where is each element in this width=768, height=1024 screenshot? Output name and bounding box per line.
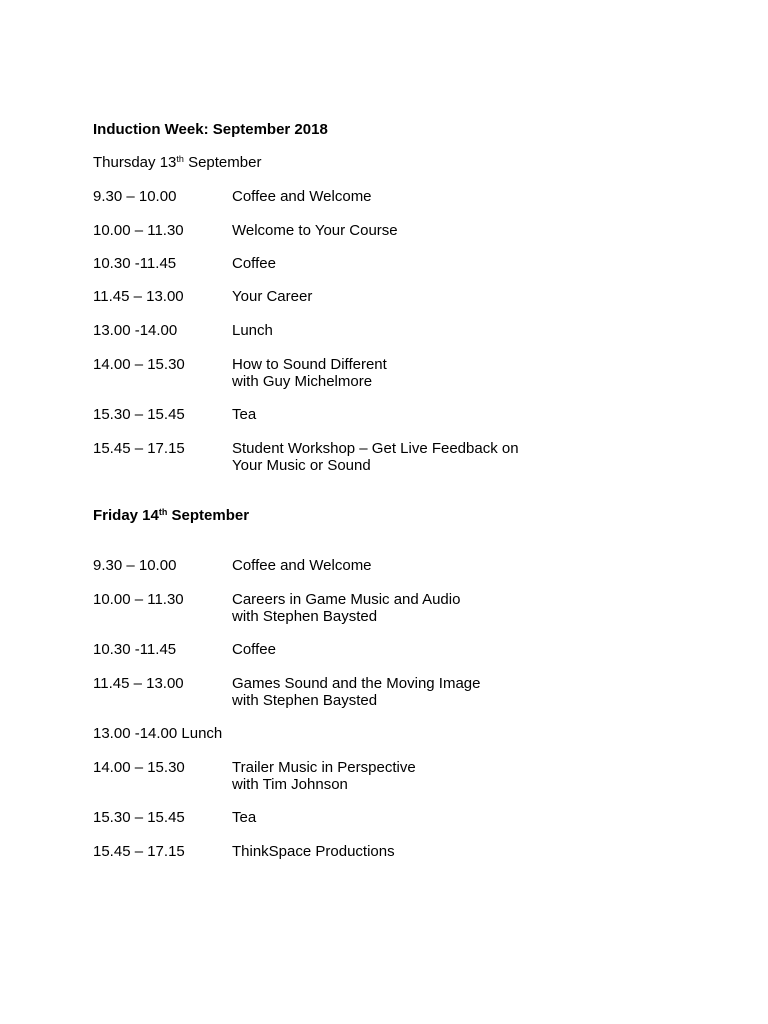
time-slot: 10.00 – 11.30 bbox=[93, 591, 184, 608]
session-title: Coffee and Welcome bbox=[232, 188, 372, 205]
session-title: Your Career bbox=[232, 288, 313, 305]
session-title: Careers in Game Music and Audio bbox=[232, 591, 461, 608]
session-presenter: with Tim Johnson bbox=[232, 776, 348, 793]
time-slot: 14.00 – 15.30 bbox=[93, 759, 185, 776]
time-slot: 14.00 – 15.30 bbox=[93, 356, 185, 373]
time-slot: 10.30 -11.45 bbox=[93, 641, 177, 658]
session-title: How to Sound Different bbox=[232, 356, 387, 373]
time-slot: 11.45 – 13.00 bbox=[93, 675, 184, 692]
document-title: Induction Week: September 2018 bbox=[93, 121, 328, 138]
time-slot: 13.00 -14.00 Lunch bbox=[93, 725, 223, 742]
time-slot: 10.30 -11.45 bbox=[93, 255, 177, 272]
session-title: Tea bbox=[232, 809, 257, 826]
session-title: ThinkSpace Productions bbox=[232, 843, 395, 860]
time-slot: 10.00 – 11.30 bbox=[93, 222, 184, 239]
session-title: Trailer Music in Perspective bbox=[232, 759, 416, 776]
session-title: Student Workshop – Get Live Feedback on bbox=[232, 440, 519, 457]
time-slot: 11.45 – 13.00 bbox=[93, 288, 184, 305]
time-slot: 15.30 – 15.45 bbox=[93, 406, 185, 423]
time-slot: 9.30 – 10.00 bbox=[93, 557, 177, 574]
session-title: Tea bbox=[232, 406, 257, 423]
session-presenter: with Guy Michelmore bbox=[232, 373, 373, 390]
day2-heading: Friday 14th September bbox=[93, 507, 250, 524]
time-slot: 15.45 – 17.15 bbox=[93, 843, 185, 860]
time-slot: 15.45 – 17.15 bbox=[93, 440, 185, 457]
time-slot: 13.00 -14.00 bbox=[93, 322, 178, 339]
session-title: Coffee bbox=[232, 255, 276, 272]
session-title: Coffee bbox=[232, 641, 276, 658]
time-slot: 15.30 – 15.45 bbox=[93, 809, 185, 826]
session-title: Games Sound and the Moving Image bbox=[232, 675, 481, 692]
time-slot: 9.30 – 10.00 bbox=[93, 188, 177, 205]
session-subtitle: Your Music or Sound bbox=[232, 457, 371, 474]
session-title: Coffee and Welcome bbox=[232, 557, 372, 574]
session-title: Welcome to Your Course bbox=[232, 222, 398, 239]
session-presenter: with Stephen Baysted bbox=[232, 692, 378, 709]
session-presenter: with Stephen Baysted bbox=[232, 608, 378, 625]
session-title: Lunch bbox=[232, 322, 273, 339]
day1-heading: Thursday 13th September bbox=[93, 154, 262, 171]
